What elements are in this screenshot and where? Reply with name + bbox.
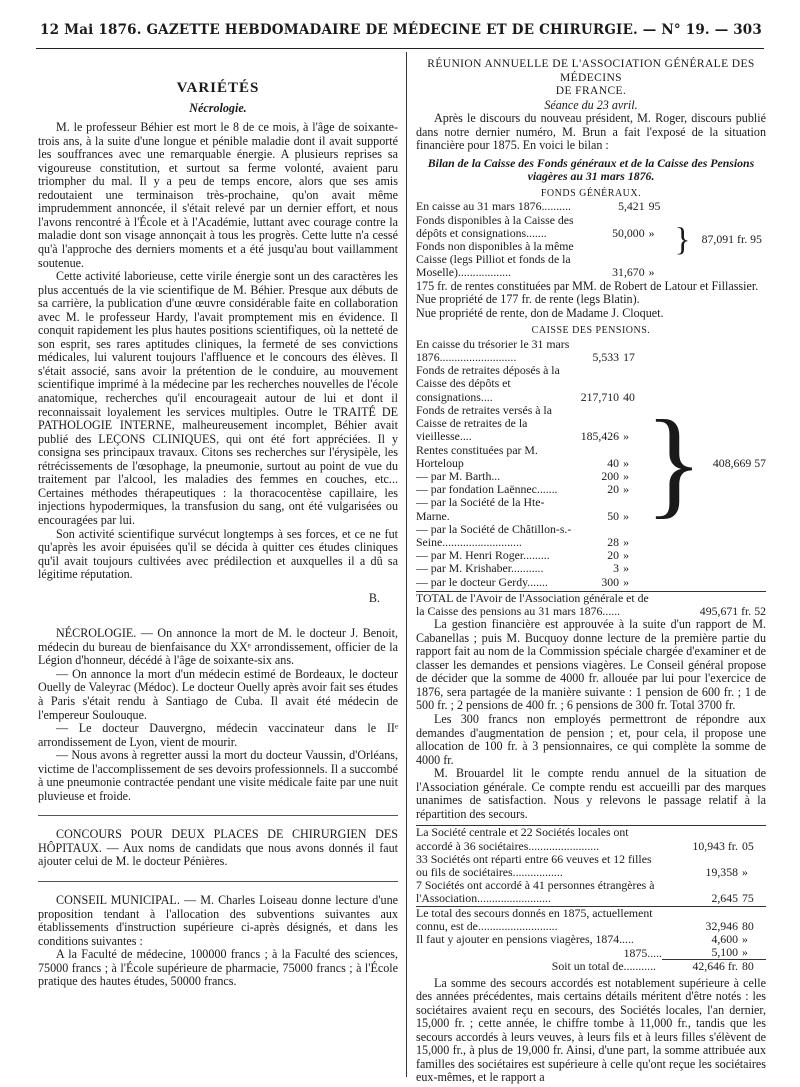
necrology-note-3: — Le docteur Dauvergno, médecin vaccinateur dans le IIᵉ arrondissement de Lyon, vient de mourir. [38,721,398,749]
caisse-pensions-row-amount: 50 [607,508,620,523]
secours-row [416,853,766,879]
secours-row-label: 7 Sociétés ont accordé à 41 personnes étrangères à l'Association......................... [416,878,655,906]
brace: } [674,221,691,258]
column-divider [406,52,407,1077]
caisse-pensions-row-fraction: » [623,429,629,444]
secours-row-amount: 10,943 fr. [662,826,738,853]
obituary-paragraph-3: Son activité scientifique survécut longtemps à ses forces, et ce ne fut qu'après les avoir épuisées qu'il se décida à quitter ces études cliniques qu'il avait toujours cultivées avec prédilection et auxquelles il a dû sa légitime réputation. [38,526,398,582]
fonds-generaux-title: FONDS GÉNÉRAUX. [540,187,642,199]
fonds-generaux-row-fraction: 95 [648,199,661,214]
secours-row-fraction: » [742,864,748,879]
caisse-pensions-row-label: Fonds de retraites déposés à la Caisse des dépôts et consignations.... [416,363,560,404]
caisse-pensions-row-label: — par la Société de Châtillon-s.-Seine........................... [416,521,572,549]
caisse-pensions-row-amount: 5,533 [592,350,620,365]
caisse-pensions-row-label: — par la Société de la Hte-Marne. [416,495,545,523]
caisse-pensions-row-fraction: 40 [623,389,635,404]
header-rule [36,48,764,49]
avoir-label: TOTAL de l'Avoir de l'Association générale et de la Caisse des pensions au 31 mars 1876...... [416,591,656,618]
caisse-pensions-row-total: 408,669 57 [712,455,766,470]
caisse-pensions-row-amount: 300 [601,574,620,589]
caisse-pensions-row-fraction: » [623,548,629,563]
gestion-paragraph: La gestion financière est approuvée à la suite d'un rapport de M. Cabanellas ; puis M. Bucquoy donne lecture de la première partie du rapport fait au nom de la Commission spéciale chargée d'examiner et de classer les demandes et pensions viagères. Le Conseil général propose de décider que la somme de 4000 fr. allouée par lui pour l'exercice de 1876, sera partagée de la manière suivante : 1 pension de 600 fr. ; 1 de 500 fr. ; 2 pensions de 400 fr. ; 6 pensions de 300 fr. Total 3700 fr. [416,617,766,713]
fonds-generaux-row-fraction: » [648,265,655,280]
caisse-pensions-row-amount: 3 [613,561,620,576]
caisse-pensions-row-fraction: 17 [623,350,635,365]
section-subtitle: Nécrologie. [189,100,247,115]
secours-sum-row-fraction: » [742,945,748,960]
left-column [38,58,398,989]
grand-total-amount: 42,646 fr. [662,960,738,974]
fonds-generaux-row [416,200,766,213]
obituary-paragraph-1: M. le professeur Béhier est mort le 8 de ce mois, à l'âge de soixante-trois ans, à la suite d'une longue et pénible maladie dont il avait supporté les souffrances avec une remarquable énergie. A plusieurs reprises sa vigoureuse constitution, et surtout sa ferme volonté, avaient paru triompher du mal. Il y a peu de temps encore, alors que ses amis redoutaient une terminaison très-prochaine, qu'on avait même imprudemment annoncée, il s'était relevé par un dernier effort, et nous l'avons rencontré à l'École et à l'Académie, luttant avec courage contre la maladie dont son visage annonçait à tous les progrès. Cette lutte n'a cessé qu'à l'approche des derniers moments et a été jusqu'au bout vaillamment soutenue. [38,120,398,270]
fonds-generaux-row-amount: 50,000 [612,225,645,240]
secours-row-fraction: 05 [738,826,766,853]
fonds-generaux-row-label: Fonds disponibles à la Caisse des dépôts et consignations....... [416,212,574,240]
necrology-note-1: NÉCROLOGIE. — On annonce la mort de M. le docteur J. Benoit, médecin du bureau de bienfaisance du XXᵉ arrondissement, officier de la Légion d'honneur, décédé à l'âge de soixante-six ans. [38,626,398,668]
caisse-pensions-row-fraction: » [623,534,629,549]
caisse-pensions-row-label: En caisse du trésorier le 31 mars 1876.......................... [416,336,570,365]
allocation-paragraph: Les 300 francs non employés permettront de répondre aux demandes d'augmentation de pension ; et, pour cela, il propose une allocation de 100 fr. à 3 pensionnaires, ce qui complète la somme de 4000 fr. [416,711,766,767]
brace: } [644,395,703,530]
fonds-generaux-row-fraction: » [648,225,655,240]
fonds-generaux-note: 175 fr. de rentes constituées par MM. de Robert de Latour et Fillassier. [416,278,759,293]
avoir-total-table [416,591,766,618]
secours-row-amount: 19,358 [705,864,738,879]
fonds-generaux-note: Nue propriété de rente, don de Madame J. Cloquet. [416,305,664,320]
meeting-heading-2: DE FRANCE. [555,85,627,98]
page-number: 303 [733,22,762,38]
grand-total-label: Soit un total de........... [551,959,656,974]
caisse-pensions-row-amount: 185,426 [580,429,620,444]
secours-sum-row-fraction: 80 [738,906,766,933]
caisse-pensions-row-amount: 217,710 [580,389,620,404]
caisse-pensions-row-amount: 28 [607,534,620,549]
caisse-pensions-row-amount: 20 [607,482,620,497]
intro-paragraph: Après le discours du nouveau président, M. Roger, discours publié dans notre dernier numéro, M. Brun a fait l'exposé de la situation financière pour 1875. En voici le bilan : [416,111,766,153]
caisse-pensions-row-label: — par le docteur Gerdy....... [416,574,548,589]
caisse-pensions-row-label: — par M. Henri Roger......... [416,548,550,563]
fonds-generaux-notes [416,280,766,321]
caisse-pensions-row-fraction: » [623,468,629,483]
brouardel-paragraph: M. Brouardel lit le compte rendu annuel de la situation de l'Association générale. Ce compte rendu est accueilli par des marques unanimes de satisfaction. Nous y relevons le passage relatif à la répartition des secours. [416,766,766,821]
section-title: VARIÉTÉS [176,80,260,96]
secours-sum-row-amount: 5,100 [711,945,738,960]
issue-number: — N° 19. — [642,22,729,38]
caisse-pensions-row-fraction: » [623,561,629,576]
fonds-generaux-table [416,200,766,279]
secours-sum-row [416,906,766,933]
grand-total-fraction: 80 [738,960,766,974]
avoir-value: 495,671 fr. 52 [656,591,766,618]
caisse-pensions-row-label: — par M. Barth... [416,468,501,483]
caisse-pensions-row-amount: 40 [607,455,620,470]
right-column [416,58,766,1085]
divider [38,881,398,882]
secours-row-fraction: 75 [742,891,754,906]
secours-sum-row-amount: 32,946 [662,906,738,933]
caisse-pensions-row-fraction: » [623,574,629,589]
secours-sum-row-label: Le total des secours donnés en 1875, actuellement connu, est de........................... [416,906,662,933]
fonds-generaux-row-amount: 31,670 [612,265,645,280]
caisse-pensions-row-label: — par fondation Laënnec....... [416,482,558,497]
secours-row-label: 33 Sociétés ont réparti entre 66 veuves et 12 filles ou fils de sociétaires................. [416,851,652,879]
caisse-pensions-row-amount: 20 [607,548,620,563]
secours-sum-row-amount: 4,600 [711,931,738,946]
conseil-subventions: A la Faculté de médecine, 100000 francs ; à la Faculté des sciences, 75000 francs ; à l'École supérieure de pharmacie, 75000 francs ; à l'École pratique des hautes études, 50000 francs. [38,947,398,989]
secours-sum-row-label: Il faut y ajouter en pensions viagères, 1874..... [416,931,634,946]
secours-row [416,826,766,853]
caisse-pensions-row-label: Rentes constituées par M. Horteloup [416,442,538,470]
secours-sum-row-fraction: » [742,931,748,946]
page-header [40,22,762,44]
journal-title: GAZETTE HEBDOMADAIRE DE MÉDECINE ET DE CHIRURGIE. [146,22,638,38]
conseil-notice: CONSEIL MUNICIPAL. — M. Charles Loiseau donne lecture d'une proposition tendant à l'allocation des subventions suivantes aux établissements d'instruction supérieure ci-après désignés, et dans les conditions suivantes : [38,892,398,948]
necrology-note-2: — On annonce la mort d'un médecin estimé de Bordeaux, le docteur Ouelly de Valeyrac (Médoc). Le docteur Ouelly après avoir fait ses études à Paris s'était rendu à Santiago de Cuba. Il avait été médecin de l'empereur Soulouque. [38,666,398,722]
fonds-generaux-row-label: En caisse au 31 mars 1876.......... [416,199,571,214]
caisse-pensions-row-fraction: » [623,508,629,523]
meeting-heading: RÉUNION ANNUELLE DE L'ASSOCIATION GÉNÉRALE DES MÉDECINS [427,58,755,84]
obituary-signature: B. [368,590,380,605]
caisse-pensions-row-fraction: » [623,482,629,497]
obituary-paragraph-2: Cette activité laborieuse, cette virile énergie sont un des caractères les plus accentués de la vie scientifique de M. Béhier. Presque aux débuts de sa carrière, la publication d'une œuvre considérable faite en collaboration avec M. le professeur Hardy, l'avait promptement mis en évidence. Il conquit rapidement les plus hautes positions scientifiques, où la netteté de son esprit, ses rares aptitudes cliniques, la fermeté de ses convictions médicales, lui valurent toujours l'affluence et le concours des élèves. Il s'était associé, sans avoir la prétention de le conduire, au mouvement scientifique imprimé à la médecine par les recherches nouvelles de l'école anatomique, recherches qu'il encourageait autour de lui et dont il reconnaissait loyalement les services multiples. Outre le TRAITÉ DE PATHOLOGIE INTERNE, malheureusement incomplet, Béhier avait publié des LEÇONS CLINIQUES, qui ont été fort appréciées. Il y consigna ses principaux travaux. Citons ses recherches sur l'érysipèle, les rétrécissements de l'œsophage, la pneumonie, surtout au point de vue du traitement par l'alcool, les maladies des femmes en couches, etc... Certaines méthodes thérapeutiques : la thoracocentèse capillaire, les injections hypodermiques, la transfusion du sang, ont été vulgarisées ou encouragées par lui. [38,269,398,527]
caisse-pensions-row [416,338,766,364]
secours-table [416,825,766,973]
secours-sum-row-label: 1875..... [623,945,662,960]
fonds-generaux-note: Nue propriété de 177 fr. de rente (legs Blatin). [416,292,640,307]
divider [38,815,398,816]
grand-total-row [416,960,766,974]
bilan-title: Bilan de la Caisse des Fonds généraux et de la Caisse des Pensions viagères au 31 mars 1876. [427,155,755,184]
caisse-pensions-row-fraction: » [623,455,629,470]
caisse-pensions-row-label: Fonds de retraites versés à la Caisse de retraites de la vieillesse.... [416,402,552,444]
secours-sum-row [416,946,766,960]
fonds-generaux-row-label: Fonds non disponibles à la même Caisse (legs Pilliot et fonds de la Moselle).................. [416,239,574,280]
fonds-generaux-row-total: 87,091 fr. 95 [701,232,762,247]
caisse-pensions-row-amount: 200 [601,468,620,483]
caisse-pensions-title: CAISSE DES PENSIONS. [531,325,651,337]
secours-row-label: La Société centrale et 22 Sociétés locales ont accordé à 36 sociétaires........................ [416,826,662,853]
secours-row [416,879,766,906]
caisse-pensions-row-label: — par M. Krishaber........... [416,561,544,576]
fonds-generaux-row-amount: 5,421 [618,199,645,214]
secours-row-amount: 2,645 [711,891,738,906]
final-paragraph: La somme des secours accordés est notablement supérieure à celle des années précédentes, mais certains détails méritent d'être notés : les sociétaires avaient reçu en secours, des Sociétés locales, l'an dernier, 15,000 fr. ; cette année, le chiffre tombe à 11,000 fr., tandis que les secours accordés à leurs veuves, à leurs fils et à leurs filles s'élèvent de 15,000 fr., à plus de 19,000 fr. Ainsi, d'une part, la somme attribuée aux familles des sociétaires est supérieure à celle qu'ont reçue les sociétaires eux-mêmes, et le rapport a [416,975,766,1085]
header-date: 12 Mai 1876. [40,22,142,38]
session-date: Séance du 23 avril. [544,97,638,112]
necrology-note-4: — Nous avons à regretter aussi la mort du docteur Vaussin, d'Orléans, victime de l'accomplissement de ses devoirs professionnels. Il a succombé à une pneumonie contractée pendant une visite médicale faite par une nuit pluvieuse et froide. [38,748,398,803]
avoir-total-row [416,591,766,618]
caisse-pensions-table [416,338,766,589]
concours-notice: CONCOURS POUR DEUX PLACES DE CHIRURGIEN DES HÔPITAUX. — Aux noms de candidats que nous avons donnés il faut ajouter celui de M. le docteur Pénières. [38,827,398,869]
